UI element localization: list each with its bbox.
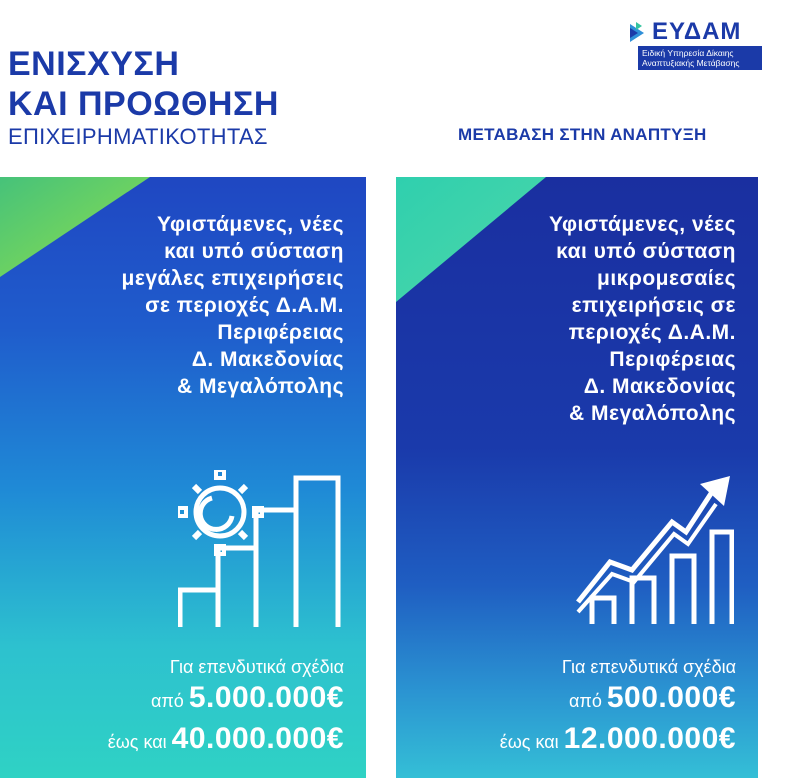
sme-card <box>396 177 758 778</box>
card-description <box>122 211 344 400</box>
desc-line: και υπό σύσταση <box>556 240 736 263</box>
eydam-logo <box>630 18 760 74</box>
desc-line: και υπό σύσταση <box>164 240 344 263</box>
logo-subtitle-line-1: Ειδική Υπηρεσία Δίκαιης <box>642 48 734 58</box>
desc-line: σε περιοχές Δ.Α.Μ. <box>145 294 344 317</box>
from-label: από <box>150 691 184 711</box>
desc-line: μεγάλες επιχειρήσεις <box>121 267 344 290</box>
plans-label: Για επενδυτικά σχέδια <box>561 657 736 677</box>
desc-line: Δ. Μακεδονίας <box>583 375 736 398</box>
from-amount: 500.000€ <box>606 681 736 714</box>
from-amount: 5.000.000€ <box>188 681 344 714</box>
desc-line: περιοχές Δ.Α.Μ. <box>568 321 736 344</box>
investment-range <box>108 655 344 761</box>
desc-line: Υφιστάμενες, νέες <box>157 213 344 236</box>
title-subtitle: ΕΠΙΧΕΙΡΗΜΑΤΙΚΟΤΗΤΑΣ <box>8 124 268 149</box>
desc-line: & Μεγαλόπολης <box>569 402 736 425</box>
card-description <box>549 211 736 427</box>
desc-line: Δ. Μακεδονίας <box>191 348 344 371</box>
plans-label: Για επενδυτικά σχέδια <box>169 657 344 677</box>
logo-subtitle-line-2: Αναπτυξιακής Μετάβασης <box>642 58 740 68</box>
desc-line: & Μεγαλόπολης <box>177 375 344 398</box>
gear-bar-chart-icon <box>178 470 348 630</box>
page-title <box>8 44 279 150</box>
range-from <box>500 679 736 720</box>
to-amount: 12.000.000€ <box>563 722 736 755</box>
range-to <box>108 720 344 761</box>
desc-line: Περιφέρειας <box>609 348 736 371</box>
from-label: από <box>569 691 602 711</box>
to-label: έως και <box>499 732 559 752</box>
desc-line: Περιφέρειας <box>217 321 344 344</box>
large-enterprises-card <box>0 177 366 778</box>
section-heading: ΜΕΤΑΒΑΣΗ ΣΤΗΝ ΑΝΑΠΤΥΞΗ <box>458 125 707 144</box>
logo-mark-icon <box>630 22 646 44</box>
logo-name: ΕΥΔΑΜ <box>652 18 742 45</box>
to-amount: 40.000.000€ <box>171 722 344 755</box>
range-from <box>108 679 344 720</box>
to-label: έως και <box>107 732 167 752</box>
title-line-2: ΚΑΙ ΠΡΟΩΘΗΣΗ <box>8 85 279 123</box>
investment-range <box>500 655 736 761</box>
range-to <box>500 720 736 761</box>
desc-line: μικρομεσαίες <box>596 267 736 290</box>
logo-subtitle <box>638 46 762 70</box>
corner-accent-icon <box>396 177 546 302</box>
desc-line: Υφιστάμενες, νέες <box>549 213 736 236</box>
growth-arrow-chart-icon <box>574 474 734 624</box>
title-line-1: ΕΝΙΣΧΥΣΗ <box>8 45 180 83</box>
desc-line: επιχειρήσεις σε <box>571 294 736 317</box>
